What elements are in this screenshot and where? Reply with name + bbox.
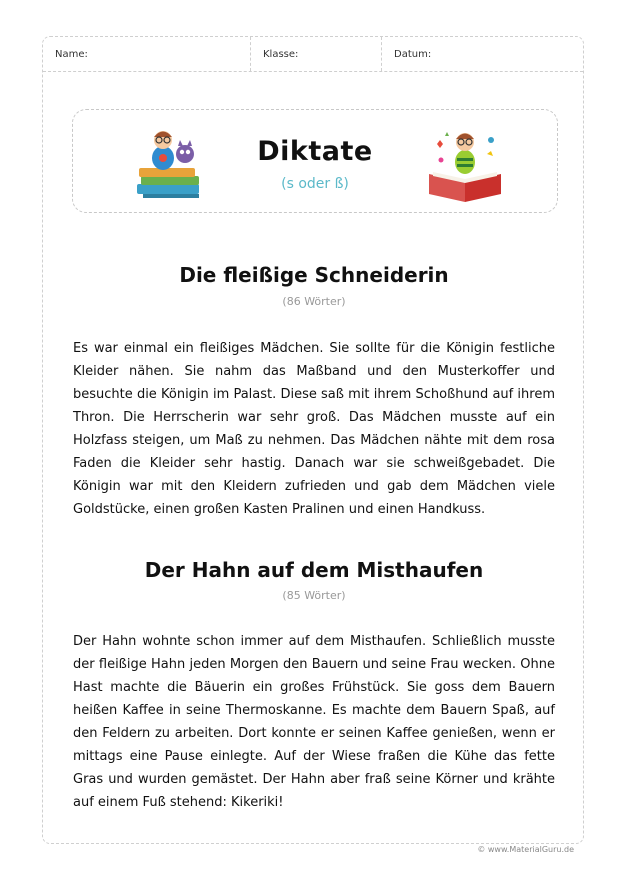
copyright-footer: © www.MaterialGuru.de <box>477 845 574 854</box>
worksheet <box>42 36 584 844</box>
story-text-2: Der Hahn wohnte schon immer auf dem Misthaufen. Schließlich musste der fleißige Hahn jeden Morgen den Bauern und seine Frau wecken. Ohne Hast machte die Bäuerin ein großes Frühstück. Sie goss dem Bauern heißen Kaffee in seine Thermoskanne. Es machte dem Bauern Spaß, auf den Feldern zu arbeiten. Dort konnte er seinen Kaffee genießen, wenn er mittags eine Pause einlegte. Auf der Wiese fraßen die Kühe das fette Gras und wurden gemästet. Der Hahn aber fraß seine Körner und krähte auf einem Fuß stehend: Kikeriki! <box>73 634 555 810</box>
date-label: Datum: <box>394 49 432 60</box>
name-bar <box>43 37 583 72</box>
story-title-1: Die fleißige Schneiderin <box>179 263 449 287</box>
page-subtitle: (s oder ß) <box>281 176 349 192</box>
date-field[interactable] <box>382 37 583 71</box>
story-title-2: Der Hahn auf dem Misthaufen <box>144 558 484 582</box>
story-text-1: Es war einmal ein fleißiges Mädchen. Sie sollte für die Königin festliche Kleider nähen. Sie nahm das Maßband und den Musterkoffer und besuchte die Königin im Palast. Diese saß mit ihrem Schoßhund auf ihrem Thron. Die Herrscherin war sehr groß. Das Mädchen musste auf ein Holzfass steigen, um Maß zu nehmen. Das Mädchen nähte mit dem rosa Faden die Kleider sehr hastig. Danach war sie schweißgebadet. Die Königin war mit den Kleidern zufrieden und gab dem Mädchen viele Goldstücke, einen großen Kasten Pralinen und einen Handkuss. <box>73 341 555 517</box>
class-field[interactable] <box>251 37 382 71</box>
kid-reading-book-icon <box>423 124 507 204</box>
name-label: Name: <box>55 49 88 60</box>
page-title: Diktate <box>257 136 373 167</box>
title-box <box>72 109 558 213</box>
class-label: Klasse: <box>263 49 299 60</box>
word-count-2: (85 Wörter) <box>282 589 346 602</box>
word-count-1: (86 Wörter) <box>282 295 346 308</box>
name-field[interactable] <box>43 37 251 71</box>
